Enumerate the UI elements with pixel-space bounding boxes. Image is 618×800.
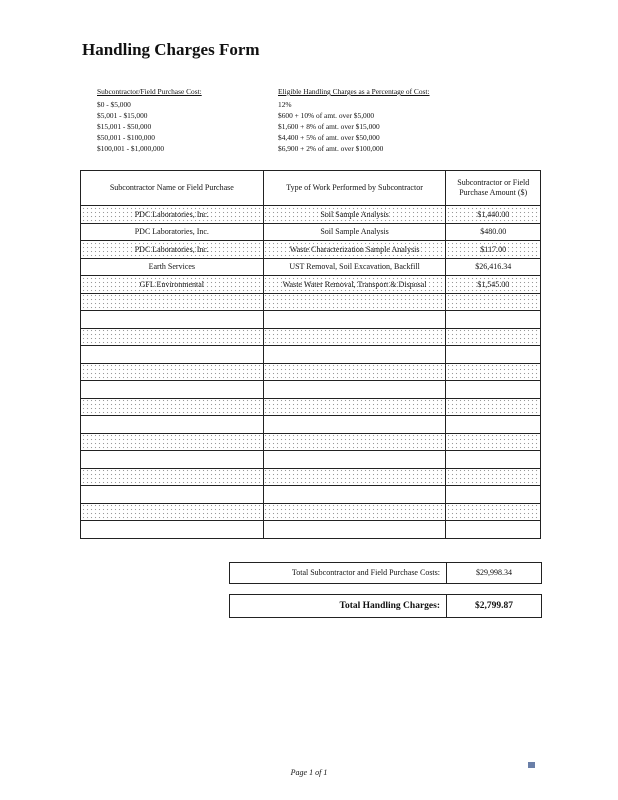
header-subcontractor-name: Subcontractor Name or Field Purchase [81, 171, 264, 206]
empty-cell [81, 346, 264, 364]
cell-amount: $117.00 [446, 241, 541, 259]
cell-name: Earth Services [81, 258, 264, 276]
cost-range: $100,001 - $1,000,000 [97, 144, 165, 153]
handling-total-value: $2,799.87 [475, 601, 513, 611]
table-row [81, 276, 541, 294]
table-row-empty [81, 468, 541, 486]
table-header-row [81, 171, 541, 206]
table-row [81, 241, 541, 259]
empty-cell [263, 486, 446, 504]
handling-rate: $600 + 10% of amt. over $5,000 [278, 111, 375, 120]
empty-cell [263, 328, 446, 346]
handling-rates-column [278, 86, 430, 154]
empty-cell [446, 346, 541, 364]
empty-cell [446, 451, 541, 469]
cell-name: GFL Environmental [81, 276, 264, 294]
cell-amount: $26,416.34 [446, 258, 541, 276]
empty-cell [81, 363, 264, 381]
handling-rate: $6,900 + 2% of amt. over $100,000 [278, 144, 384, 153]
empty-cell [263, 363, 446, 381]
cost-range: $15,001 - $50,000 [97, 122, 152, 131]
cell-work: UST Removal, Soil Excavation, Backfill [263, 258, 446, 276]
cost-ranges-header: Subcontractor/Field Purchase Cost: [97, 87, 202, 96]
table-row-empty [81, 433, 541, 451]
table-row-empty [81, 346, 541, 364]
empty-cell [263, 398, 446, 416]
table-row [81, 223, 541, 241]
table-row-empty [81, 486, 541, 504]
empty-cell [446, 433, 541, 451]
cell-amount: $480.00 [446, 223, 541, 241]
cell-amount: $1,440.00 [446, 206, 541, 224]
empty-cell [263, 451, 446, 469]
cell-name: PDC Laboratories, Inc. [81, 241, 264, 259]
empty-cell [446, 311, 541, 329]
empty-cell [446, 521, 541, 539]
cost-ranges-column [97, 86, 202, 154]
empty-cell [263, 381, 446, 399]
table-row [81, 206, 541, 224]
empty-cell [446, 468, 541, 486]
empty-cell [81, 521, 264, 539]
table-row-empty [81, 398, 541, 416]
empty-cell [446, 416, 541, 434]
table-row-empty [81, 311, 541, 329]
empty-cell [446, 381, 541, 399]
cell-work: Waste Characterization Sample Analysis [263, 241, 446, 259]
empty-cell [263, 293, 446, 311]
cell-name: PDC Laboratories, Inc. [81, 206, 264, 224]
table-row [81, 258, 541, 276]
empty-cell [263, 416, 446, 434]
header-work-type: Type of Work Performed by Subcontractor [263, 171, 446, 206]
form-title: Handling Charges Form [82, 40, 260, 59]
handling-total-label: Total Handling Charges: [230, 595, 447, 617]
table-row-empty [81, 503, 541, 521]
subtotal-label: Total Subcontractor and Field Purchase Costs: [230, 563, 447, 583]
page-number: Page 1 of 1 [290, 768, 328, 777]
subtotal-value: $29,998.34 [476, 568, 512, 577]
table-row-empty [81, 381, 541, 399]
empty-cell [446, 328, 541, 346]
empty-cell [263, 346, 446, 364]
cell-work: Waste Water Removal, Transport & Disposal [263, 276, 446, 294]
empty-cell [263, 521, 446, 539]
handling-rate: $4,400 + 5% of amt. over $50,000 [278, 133, 380, 142]
table-row-empty [81, 416, 541, 434]
table-row-empty [81, 293, 541, 311]
empty-cell [446, 486, 541, 504]
cost-range: $5,001 - $15,000 [97, 111, 148, 120]
empty-cell [81, 311, 264, 329]
empty-cell [446, 363, 541, 381]
empty-cell [263, 503, 446, 521]
table-row-empty [81, 328, 541, 346]
subtotal-box [229, 562, 542, 584]
empty-cell [81, 468, 264, 486]
empty-cell [81, 486, 264, 504]
cell-work: Soil Sample Analysis [263, 223, 446, 241]
empty-cell [81, 328, 264, 346]
empty-cell [263, 468, 446, 486]
empty-cell [81, 398, 264, 416]
table-row-empty [81, 363, 541, 381]
empty-cell [81, 293, 264, 311]
empty-cell [446, 398, 541, 416]
handling-rates-header: Eligible Handling Charges as a Percentage of Cost: [278, 87, 430, 96]
cost-range: $50,001 - $100,000 [97, 133, 155, 142]
empty-cell [81, 503, 264, 521]
table-row-empty [81, 521, 541, 539]
cost-range: $0 - $5,000 [97, 100, 131, 109]
header-amount: Subcontractor or Field Purchase Amount ($) [446, 171, 541, 206]
empty-cell [263, 311, 446, 329]
table-row-empty [81, 451, 541, 469]
empty-cell [81, 433, 264, 451]
cell-name: PDC Laboratories, Inc. [81, 223, 264, 241]
handling-rate: $1,600 + 8% of amt. over $15,000 [278, 122, 380, 131]
empty-cell [81, 451, 264, 469]
empty-cell [263, 433, 446, 451]
corner-mark-icon [528, 762, 535, 768]
cell-amount: $1,545.00 [446, 276, 541, 294]
handling-rate: 12% [278, 100, 292, 109]
empty-cell [81, 381, 264, 399]
cell-work: Soil Sample Analysis [263, 206, 446, 224]
empty-cell [81, 416, 264, 434]
handling-total-box [229, 594, 542, 618]
subcontractor-table [80, 170, 541, 539]
empty-cell [446, 293, 541, 311]
empty-cell [446, 503, 541, 521]
